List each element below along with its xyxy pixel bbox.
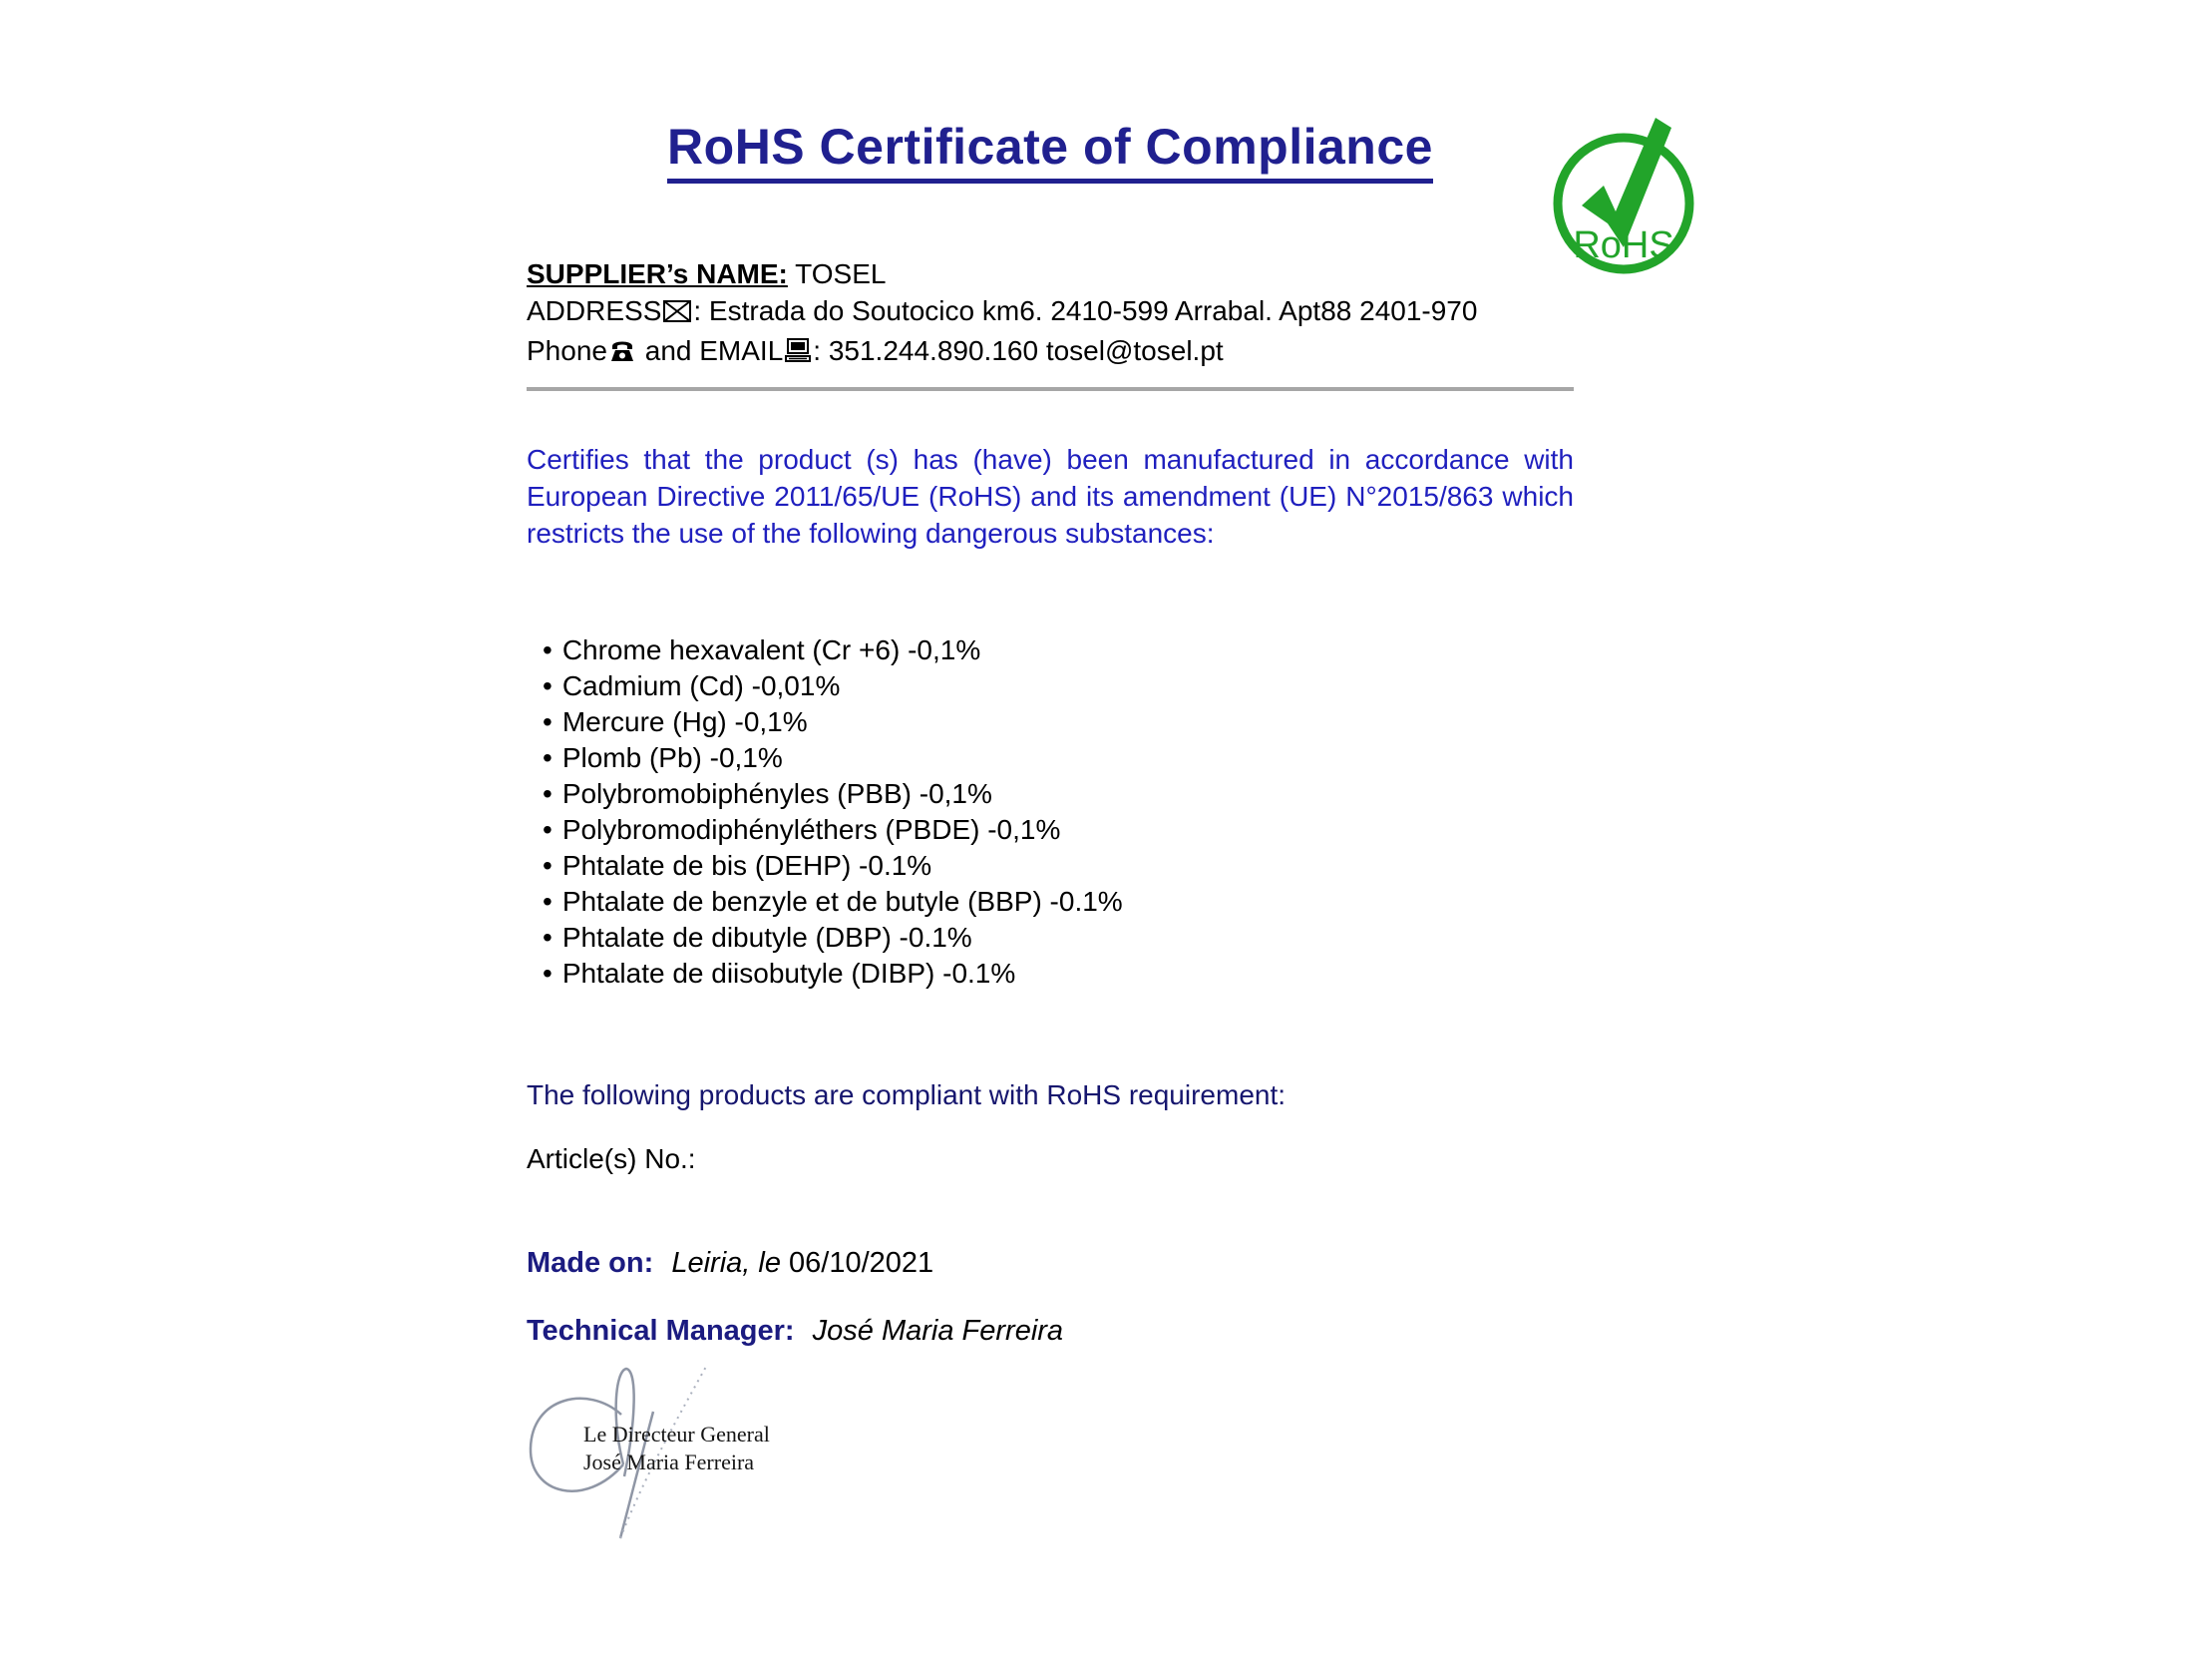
email-conj: and EMAIL <box>644 335 784 366</box>
supplier-name-value: TOSEL <box>795 258 887 289</box>
contact-value: : 351.244.890.160 tosel@tosel.pt <box>813 335 1224 366</box>
signature-text <box>583 1421 770 1476</box>
article-number-label: Article(s) No.: <box>527 1143 696 1174</box>
phone-label: Phone <box>527 335 607 366</box>
substance-list <box>527 632 1123 992</box>
compliance-statement: The following products are compliant with RoHS requirement: <box>527 1079 1287 1110</box>
signature-block <box>494 1357 813 1596</box>
substance-item: • Phtalate de diisobutyle (DIBP) -0.1% <box>543 956 1123 992</box>
supplier-contact-line <box>527 332 1477 372</box>
made-on-place: Leiria, le <box>671 1247 781 1279</box>
computer-icon <box>784 335 812 372</box>
substance-item: • Chrome hexavalent (Cr +6) -0,1% <box>543 632 1123 668</box>
substance-item: • Plomb (Pb) -0,1% <box>543 740 1123 776</box>
logo-text: RoHS <box>1573 224 1674 266</box>
supplier-block <box>527 255 1477 372</box>
signature-title-line: Le Directeur General <box>583 1422 770 1447</box>
address-value: : Estrada do Soutocico km6. 2410-599 Arrabal. Apt88 2401-970 <box>693 295 1478 326</box>
substance-item: • Polybromobiphényles (PBB) -0,1% <box>543 776 1123 812</box>
supplier-address-line <box>527 292 1477 332</box>
telephone-icon <box>608 335 636 372</box>
signature-scribble <box>494 1357 813 1596</box>
supplier-name-label: SUPPLIER’s NAME: <box>527 258 788 289</box>
made-on-label: Made on: <box>527 1247 654 1279</box>
rohs-logo-graphic <box>1548 106 1707 285</box>
technical-manager-label: Technical Manager: <box>527 1315 795 1347</box>
envelope-icon <box>662 295 692 332</box>
title-container <box>527 118 1574 184</box>
page-title: RoHS Certificate of Compliance <box>667 118 1433 184</box>
substance-item: • Phtalate de dibutyle (DBP) -0.1% <box>543 920 1123 956</box>
substance-item: • Phtalate de benzyle et de butyle (BBP) -0.1% <box>543 884 1123 920</box>
technical-manager-name: José Maria Ferreira <box>812 1315 1064 1347</box>
horizontal-divider <box>527 387 1574 391</box>
rohs-logo <box>1548 106 1707 285</box>
technical-manager-line <box>527 1315 1063 1348</box>
signature-name-line: José Maria Ferreira <box>583 1450 755 1474</box>
substance-item: • Mercure (Hg) -0,1% <box>543 704 1123 740</box>
substance-item: • Phtalate de bis (DEHP) -0.1% <box>543 848 1123 884</box>
supplier-name-line <box>527 255 1477 292</box>
address-label: ADDRESS <box>527 295 662 326</box>
certification-statement: Certifies that the product (s) has (have) been manufactured in accordance with European Directive 2011/65/UE (RoHS) and its amendment (UE) N°2015/863 which restricts the use of the following dangerous substances: <box>527 444 1574 549</box>
substance-item: • Cadmium (Cd) -0,01% <box>543 668 1123 704</box>
made-on-date: 06/10/2021 <box>789 1247 934 1279</box>
made-on-line <box>527 1247 933 1280</box>
substance-item: • Polybromodiphényléthers (PBDE) -0,1% <box>543 812 1123 848</box>
